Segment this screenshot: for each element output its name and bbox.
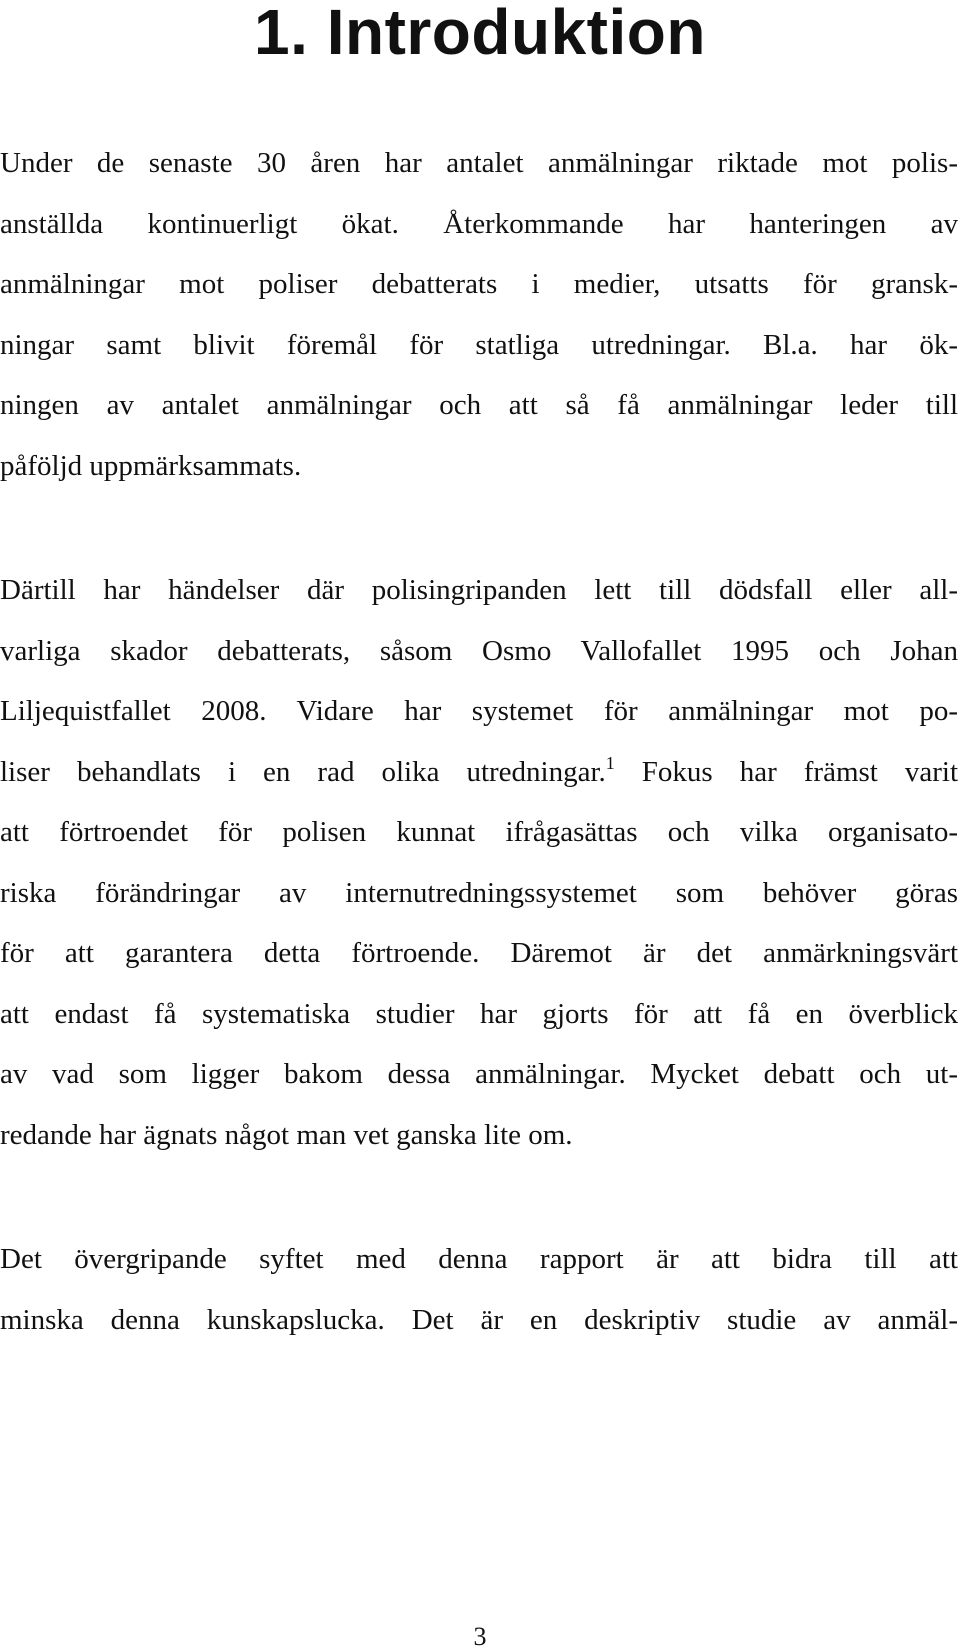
text-line: Under de senaste 30 åren har antalet anmälningar riktade mot polis-: [0, 147, 958, 179]
text-line: att endast få systematiska studier har gjorts för att få en överblick: [0, 997, 958, 1030]
text-line-with-footnote: [0, 742, 958, 803]
text-line: Liljequistfallet 2008. Vidare har systemet för anmälningar mot po-: [0, 695, 958, 727]
text-line: anställda kontinuerligt ökat. Återkommande har hanteringen av: [0, 207, 958, 240]
text-segment: Fokus har främst varit: [614, 755, 958, 788]
text-line: Därtill har händelser där polisingripanden lett till dödsfall eller all-: [0, 574, 958, 606]
footnote-reference: 1: [605, 752, 615, 773]
text-line: varliga skador debatterats, såsom Osmo Vallofallet 1995 och Johan: [0, 634, 958, 667]
paragraph-2: [0, 560, 958, 1165]
text-line: ningar samt blivit föremål för statliga utredningar. Bl.a. har ök-: [0, 328, 958, 361]
text-line: för att garantera detta förtroende. Däremot är det anmärkningsvärt: [0, 937, 958, 969]
chapter-heading: 1. Introduktion: [254, 0, 706, 68]
page-number: 3: [473, 1622, 487, 1651]
paragraph-3: [0, 1229, 958, 1350]
text-line: anmälningar mot poliser debatterats i medier, utsatts för gransk-: [0, 268, 958, 300]
text-line: minska denna kunskapslucka. Det är en deskriptiv studie av anmäl-: [0, 1303, 958, 1336]
text-line: ningen av antalet anmälningar och att så få anmälningar leder till: [0, 389, 958, 421]
text-line: att förtroendet för polisen kunnat ifrågasättas och vilka organisato-: [0, 816, 958, 848]
text-segment: liser behandlats i en rad olika utredningar.: [0, 755, 606, 788]
paragraph-1: [0, 133, 958, 496]
text-line: Det övergripande syftet med denna rapport är att bidra till att: [0, 1243, 958, 1275]
text-line: riska förändringar av internutredningssystemet som behöver göras: [0, 876, 958, 909]
text-line: redande har ägnats något man vet ganska lite om.: [0, 1118, 573, 1151]
text-line: påföljd uppmärksammats.: [0, 449, 302, 482]
text-line: av vad som ligger bakom dessa anmälningar. Mycket debatt och ut-: [0, 1058, 958, 1090]
